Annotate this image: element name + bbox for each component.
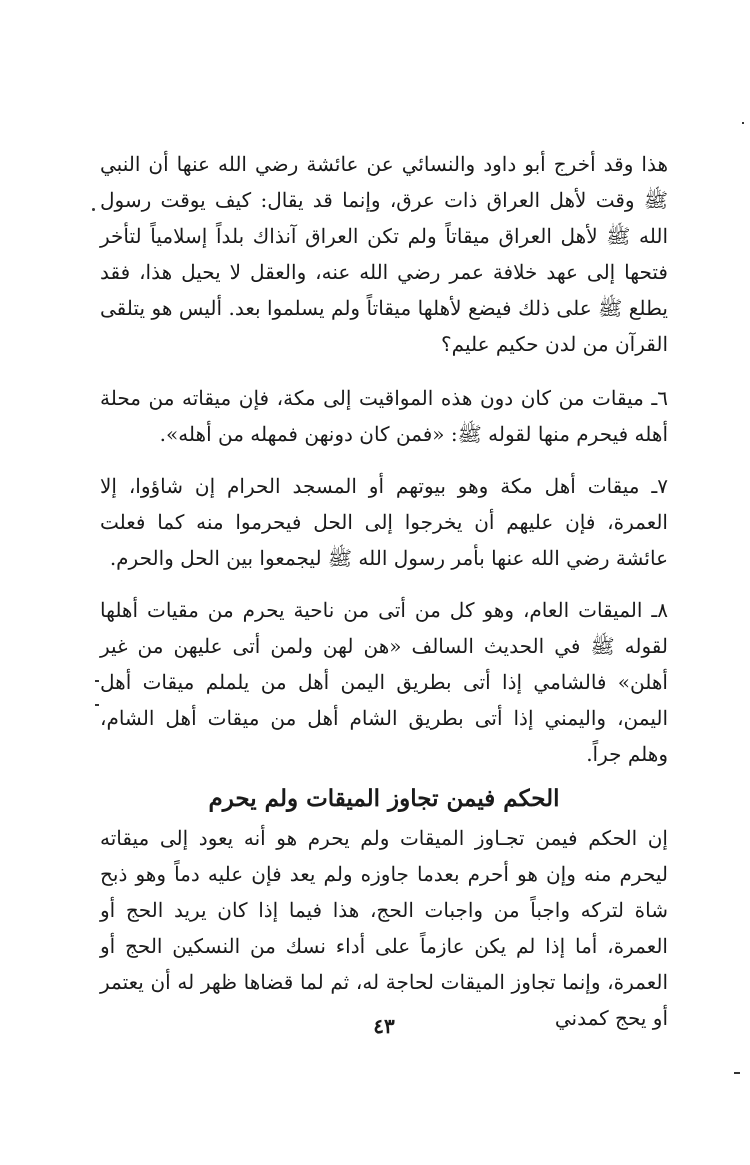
scan-speck [742,122,744,124]
ruling-paragraph [100,820,668,1036]
list-item-8-text: ٨ـ الميقات العام، وهو كل من أتى من ناحية يحرم من مقيات أهلها لقوله ﷺ في الحديث السالف «هن لهن ولمن أتى عليهن من غير أهلن» فالشامي إذا أتى بطريق اليمن أهل من يلملم ميقات أهل اليمن، واليمني إذا أتى بطريق الشام أهل من ميقات أهل الشام، وهلم جراً. [100,598,668,766]
page-number: ٤٣ [373,1014,395,1038]
scan-speck [95,704,99,706]
list-item-8 [100,592,668,772]
section-heading: الحكم فيمن تجاوز الميقات ولم يحرم [208,785,560,813]
intro-paragraph-text: هذا وقد أخرج أبو داود والنسائي عن عائشة رضي الله عنها أن النبي ﷺ وقت لأهل العراق ذات عرق، وإنما قد يقال: كيف يوقت رسول الله ﷺ لأهل العراق ميقاتاً ولم تكن العراق آنذاك بلداً إسلامياً لتأخر فتحها إلى عهد خلافة عمر رضي الله عنه، والعقل لا يحيل هذا، فقد يطلع ﷺ على ذلك فيضع لأهلها ميقاتاً ولم يسلموا بعد. أليس هو يتلقى القرآن من لدن حكيم عليم؟ [100,152,668,356]
scan-speck [734,1072,740,1074]
list-item-7 [100,468,668,576]
scan-speck [92,208,95,211]
list-item-7-text: ٧ـ ميقات أهل مكة وهو بيوتهم أو المسجد الحرام إن شاؤوا، إلا العمرة، فإن عليهم أن يخرجوا إلى الحل فيحرموا منه كما فعلت عائشة رضي الله عنها بأمر رسول الله ﷺ ليجمعوا بين الحل والحرم. [100,474,668,570]
intro-paragraph [100,146,668,362]
scan-speck [95,680,99,682]
list-item-6-text: ٦ـ ميقات من كان دون هذه المواقيت إلى مكة، فإن ميقاته من محلة أهله فيحرم منها لقوله ﷺ: «فمن كان دونهن فمهله من أهله». [100,386,668,446]
ruling-paragraph-text: إن الحكم فيمن تجـاوز الميقات ولم يحرم هو أنه يعود إلى ميقاته ليحرم منه وإن هو أحرم بعدما جاوزه ولم يعد فإن عليه دماً وهو ذبح شاة لتركه واجباً من واجبات الحج، هذا فيما إذا كان يريد الحج أو العمرة، أما إذا لم يكن عازماً على أداء نسك من النسكين الحج أو العمرة، وإنما تجاوز الميقات لحاجة له، ثم لما قضاها ظهر له أن يعتمر أو يحج كمدني [100,826,668,1030]
list-item-6 [100,380,668,452]
